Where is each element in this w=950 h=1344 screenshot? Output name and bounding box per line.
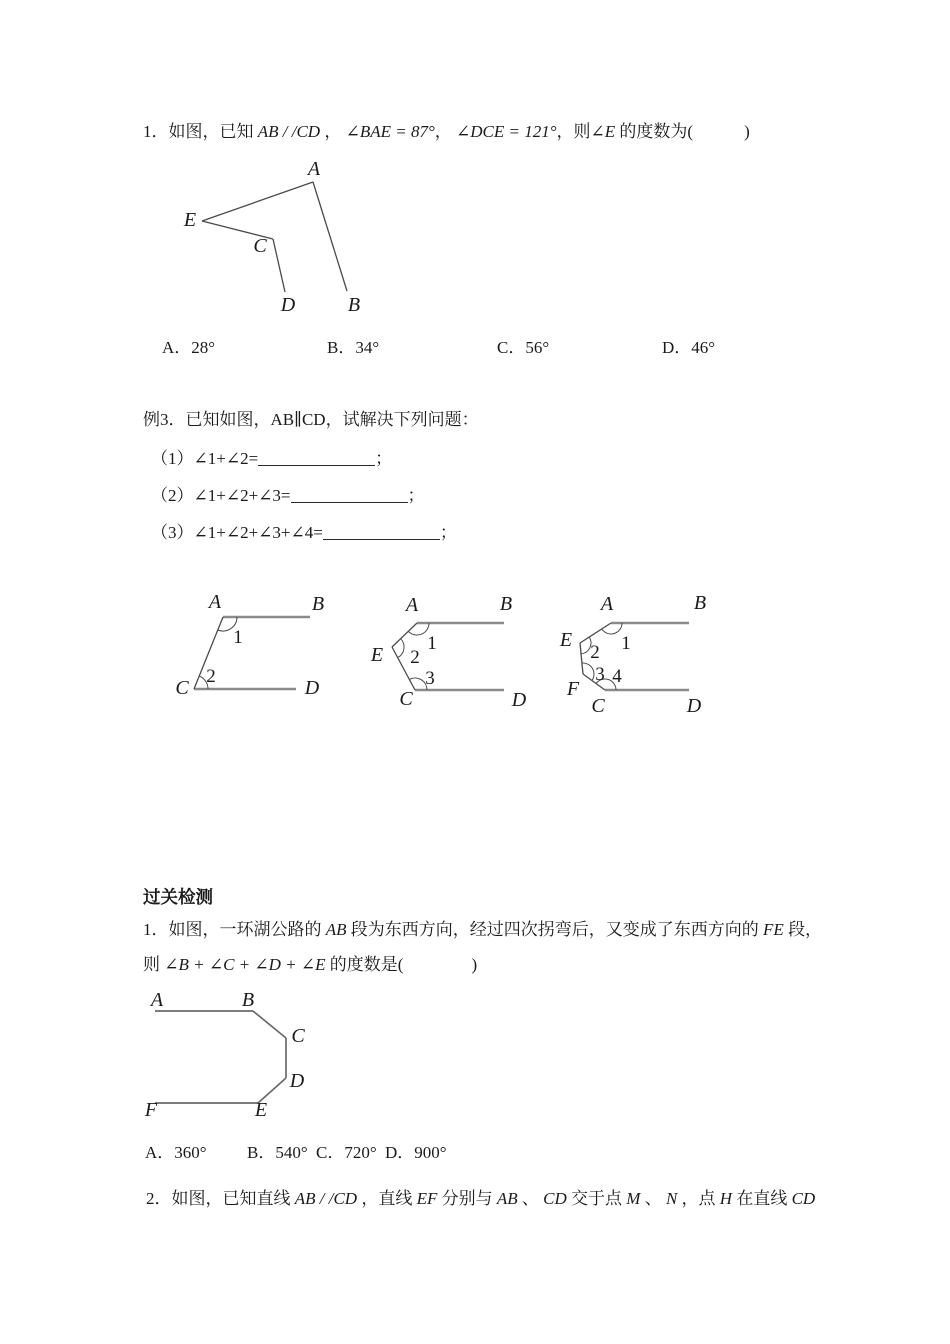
cq2-seg-2: ，直线 [361,1189,413,1208]
vertex-label-E: E [559,629,573,651]
vertex-label-C: C [399,688,413,710]
vertex-label-B: B [311,593,325,615]
angle-label-1: 1 [427,633,437,654]
cq2-seg-9: M [622,1189,645,1208]
segment-EA [202,182,313,221]
angle-label-2: 2 [410,647,420,668]
vertex-label-A: A [208,591,222,613]
item-2-blank [291,489,408,503]
vertex-label-F: F [144,1099,158,1121]
cq2-seg-15: CD [787,1189,816,1208]
item-3-suffix: ； [439,523,457,542]
cq1-option-d: D．900° [385,1143,447,1162]
q1-option-d: D．46° [662,338,716,357]
cq2-seg-7: CD [538,1189,572,1208]
check-q1-line2 [143,952,477,978]
cq2-seg-6: 、 [521,1189,539,1208]
item-3-prefix: （3）∠1+∠2+∠3+∠4= [151,523,323,542]
cq1-option-a: A．360° [145,1143,207,1162]
vertex-label-D: D [289,1070,305,1092]
q1-option-c: C．56° [497,338,550,357]
example-3-figure-3 [548,595,720,719]
angle-arc-2 [398,639,404,658]
cq2-seg-14: 在直线 [736,1189,788,1208]
example-3-item-1 [151,446,392,472]
angle-label-1: 1 [621,633,631,654]
item-2-prefix: （2）∠1+∠2+∠3= [151,486,291,505]
cq2-seg-10: 、 [644,1189,662,1208]
vertex-label-C: C [175,677,189,699]
angle-label-2: 2 [590,642,600,663]
check-q1-figure [135,990,390,1130]
vertex-label-E: E [370,644,384,666]
angle-label-3: 3 [425,668,435,689]
cq1-l2-seg-0: 则 [143,955,160,974]
segment-EF [580,643,583,674]
item-1-suffix: ； [375,449,393,468]
cq1-seg-4: 段， [788,920,823,939]
segment-BC [253,1011,286,1038]
vertex-label-D: D [511,689,527,711]
q1-seg-7: ∠E [590,122,620,141]
vertex-label-A: A [307,160,321,180]
example-3-item-3 [151,520,457,546]
angle-label-2: 2 [206,666,216,687]
cq2-seg-3: EF [412,1189,442,1208]
q1-seg-3: ∠BAE = 87° [341,122,435,141]
angle-arc-1 [602,623,622,634]
example-3-figure-2 [365,595,535,713]
cq1-option-c: C．720° [316,1143,377,1162]
cq2-seg-5: AB [492,1189,522,1208]
vertex-label-A: A [405,595,419,616]
q1-seg-1: AB / /CD [253,122,325,141]
vertex-label-A: A [600,595,614,615]
vertex-label-D: D [686,695,702,717]
angle-label-3: 3 [595,664,605,685]
cq2-seg-13: H [715,1189,737,1208]
check-q1-line1 [143,917,822,943]
segment-CD [273,239,285,292]
cq2-seg-1: AB / /CD [290,1189,362,1208]
item-3-blank [323,526,440,540]
cq1-seg-0: 1．如图，一环湖公路的 [143,920,322,939]
vertex-label-B: B [499,595,513,615]
vertex-label-E: E [254,1099,268,1121]
example-3-item-2 [151,483,425,509]
vertex-label-B: B [241,990,255,1011]
q1-seg-2: ， [324,122,342,141]
vertex-label-B: B [693,595,707,614]
vertex-label-D: D [304,677,320,699]
vertex-label-B: B [347,294,361,316]
section-heading: 过关检测 [143,887,213,907]
check-q2-text [146,1186,815,1212]
item-2-suffix: ； [407,486,425,505]
vertex-label-D: D [280,294,296,316]
vertex-label-E: E [183,209,197,231]
cq1-l2-seg-1: ∠B + ∠C + ∠D + ∠E [160,955,330,974]
vertex-label-F: F [566,678,580,700]
example-3-figure-1 [170,590,335,702]
angle-label-4: 4 [612,666,622,687]
cq1-seg-1: AB [321,920,351,939]
item-1-prefix: （1）∠1+∠2= [151,449,259,468]
vertex-label-C: C [253,235,267,257]
q1-seg-5: ∠DCE = 121° [451,122,557,141]
cq2-seg-11: N [661,1189,682,1208]
q1-seg-8: 的度数为( ) [619,122,750,141]
cq2-seg-8: 交于点 [571,1189,623,1208]
item-1-blank [258,452,375,466]
cq1-l2-seg-2: 的度数是( ) [329,955,478,974]
vertex-label-A: A [150,990,164,1011]
question-1-figure [150,160,380,325]
cq1-seg-3: FE [758,920,789,939]
angle-label-1: 1 [233,627,243,648]
q1-option-b: B．34° [327,338,380,357]
q1-seg-0: 1．如图，已知 [143,122,254,141]
cq1-seg-2: 段为东西方向，经过四次拐弯后，又变成了东西方向的 [350,920,759,939]
question-1-text [143,119,750,145]
cq2-seg-12: ，点 [681,1189,716,1208]
vertex-label-C: C [291,1025,305,1047]
vertex-label-C: C [591,695,605,717]
cq2-seg-4: 分别与 [441,1189,493,1208]
q1-seg-6: ，则 [556,122,591,141]
example-3-title: 例3．已知如图，AB∥CD，试解决下列问题： [143,410,479,429]
cq1-option-b: B．540° [247,1143,308,1162]
cq2-seg-0: 2．如图，已知直线 [146,1189,291,1208]
q1-seg-4: ， [434,122,452,141]
q1-option-a: A．28° [162,338,216,357]
segment-AB [313,182,347,291]
